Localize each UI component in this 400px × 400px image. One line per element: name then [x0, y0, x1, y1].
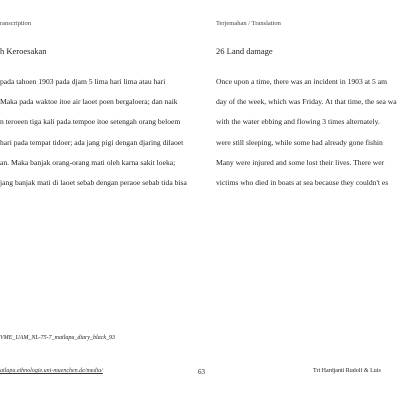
- right-page-title: 26 Land damage: [216, 46, 273, 56]
- source-link[interactable]: atlapu.ethnologie.uni-muenchen.de/media/: [0, 368, 103, 374]
- page-number: 63: [198, 368, 205, 376]
- right-page-header: Terjemahan / Translation: [216, 20, 281, 27]
- text-line: pada tahoen 1903 pada djam 5 lima hari lima atau hari: [0, 77, 166, 86]
- left-page-title: h Keroesakan: [0, 46, 47, 56]
- text-line: Many were injured and some lost their lives. There wer: [216, 157, 385, 167]
- source-identifier: VME_UAM_NL-75-7_matlapu_diary_black_93: [0, 335, 115, 341]
- text-line: jang banjak mati di laoet sebab dengan peraoe sebab tida bisa: [0, 177, 187, 187]
- text-line: Once upon a time, there was an incident in 1903 at 5 am: [216, 77, 388, 86]
- credits-text: Tri Hardjanti Rudolf & Luis: [313, 368, 381, 374]
- text-line: n teroeen tiga kali pada tempoe itoe setengah orang beloem: [0, 117, 181, 127]
- text-line: day of the week, which was Friday. At that time, the sea wa: [216, 97, 397, 107]
- right-page-text: [216, 72, 400, 193]
- text-line: hari pada tempat tidoer; ada jang pigi dengan djaring dilaoet: [0, 137, 184, 147]
- left-page-text: [0, 72, 198, 193]
- text-line: victims who died in boats at sea because they couldn't es: [216, 177, 389, 187]
- text-line: an. Maka banjak orang-orang mati oleh karna sakit loeka;: [0, 157, 176, 167]
- text-line: with the water ebbing and flowing 3 times alternately.: [216, 117, 380, 127]
- text-line: Maka pada waktoe itoe air laoet poen bergaloera; dan naik: [0, 97, 178, 107]
- left-page-header: ranscription: [0, 20, 32, 27]
- text-line: were still sleeping, while some had already gone fishin: [216, 137, 383, 147]
